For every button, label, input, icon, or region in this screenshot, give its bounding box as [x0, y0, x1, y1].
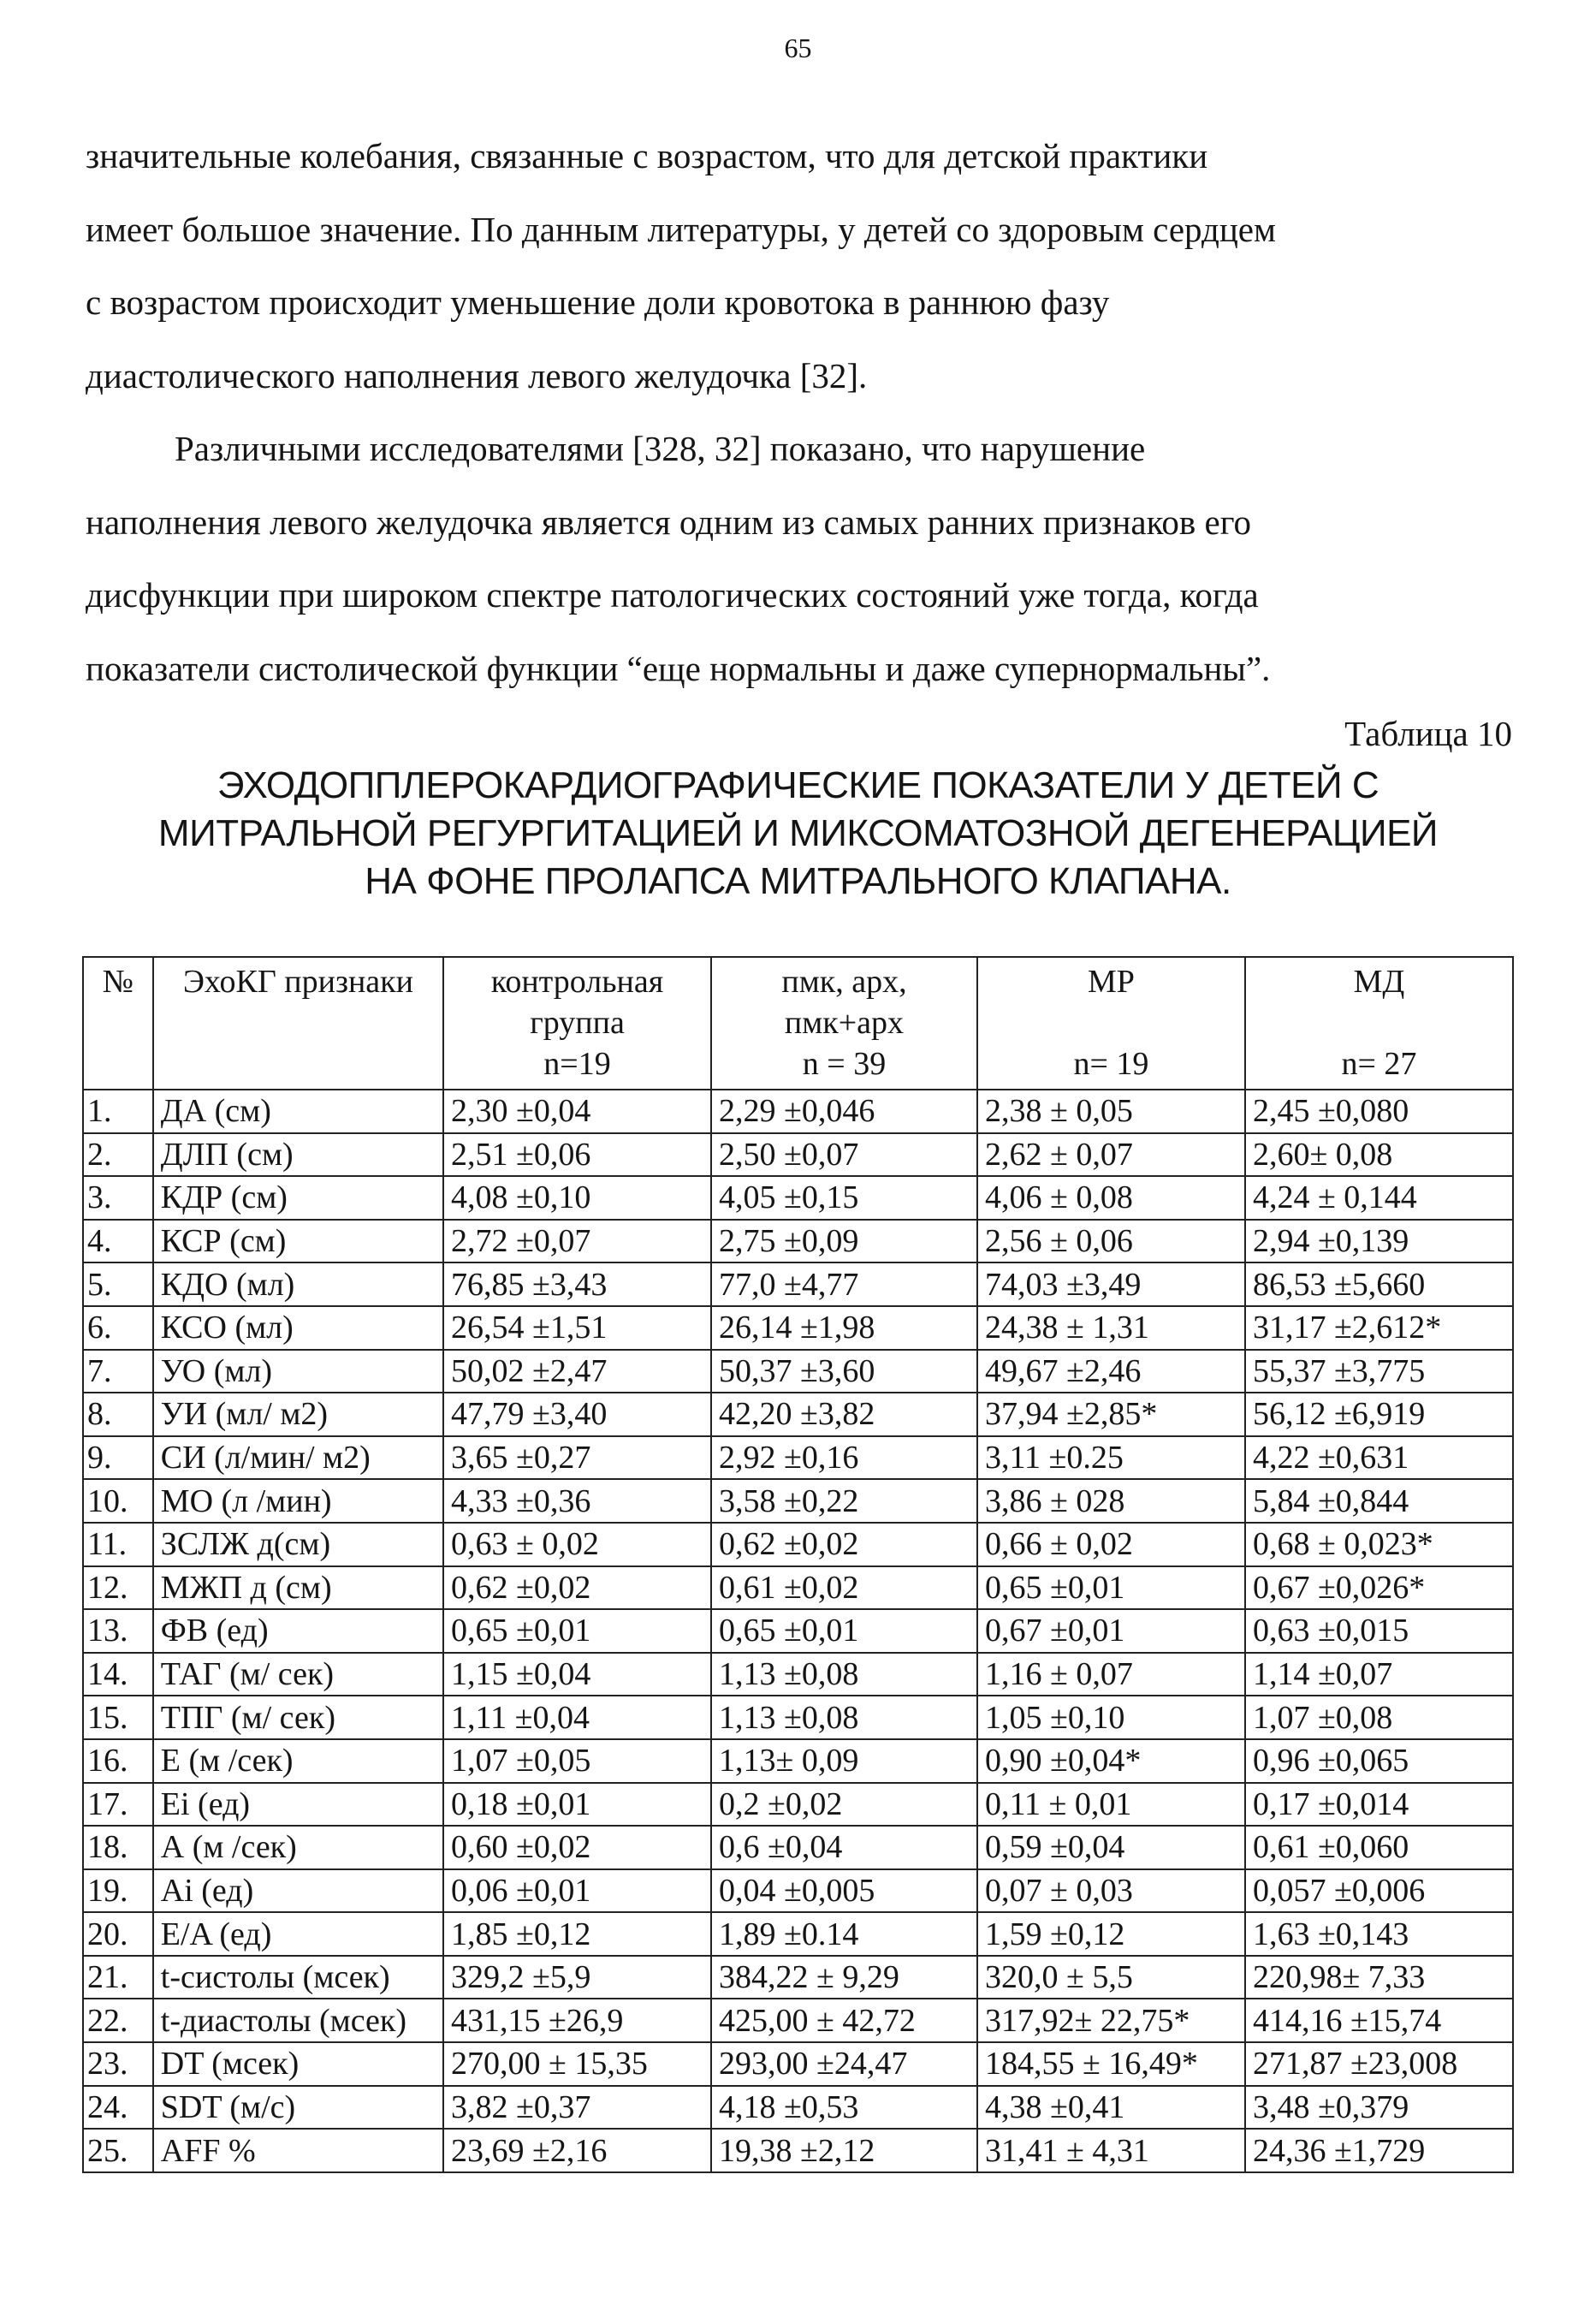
table-label: Таблица 10: [1344, 714, 1512, 753]
md-value-cell: 1,07 ±0,08: [1245, 1696, 1513, 1739]
table-row: [83, 1653, 1513, 1696]
control-value-cell: 431,15 ±26,9: [443, 1999, 711, 2042]
mr-value-cell: 0,07 ± 0,03: [977, 1869, 1245, 1913]
md-value-cell: 0,67 ±0,026*: [1245, 1566, 1513, 1610]
control-value-cell: 0,63 ± 0,02: [443, 1523, 711, 1566]
md-value-cell: 0,057 ±0,006: [1245, 1869, 1513, 1913]
pmk-value-cell: 0,62 ±0,02: [711, 1523, 977, 1566]
table-row: [83, 1436, 1513, 1480]
md-value-cell: 24,36 ±1,729: [1245, 2129, 1513, 2172]
table-row: [83, 2129, 1513, 2172]
mr-value-cell: 31,41 ± 4,31: [977, 2129, 1245, 2172]
header-line: n= 19: [1073, 1046, 1149, 1082]
md-value-cell: 56,12 ±6,919: [1245, 1393, 1513, 1436]
echo-sign-cell: t-систолы (мсек): [153, 1956, 443, 1999]
mr-value-cell: 0,65 ±0,01: [977, 1566, 1245, 1610]
pmk-value-cell: 2,75 ±0,09: [711, 1220, 977, 1263]
mr-value-cell: 184,55 ± 16,49*: [977, 2042, 1245, 2086]
row-number-cell: 2.: [83, 1133, 153, 1177]
row-number-cell: 4.: [83, 1220, 153, 1263]
table-row: [83, 1523, 1513, 1566]
text-line: с возрастом происходит уменьшение доли кровотока в раннюю фазу: [86, 282, 1110, 322]
pmk-value-cell: 1,13± 0,09: [711, 1739, 977, 1783]
md-value-cell: 55,37 ±3,775: [1245, 1350, 1513, 1393]
pmk-value-cell: 50,37 ±3,60: [711, 1350, 977, 1393]
table-row: [83, 1912, 1513, 1956]
table-row: [83, 1956, 1513, 1999]
table-title-line: ЭХОДОППЛЕРОКАРДИОГРАФИЧЕСКИЕ ПОКАЗАТЕЛИ У ДЕТЕЙ С: [217, 764, 1379, 806]
pmk-value-cell: 0,04 ±0,005: [711, 1869, 977, 1913]
control-value-cell: 1,15 ±0,04: [443, 1653, 711, 1696]
row-number-cell: 12.: [83, 1566, 153, 1610]
table-title-line: МИТРАЛЬНОЙ РЕГУРГИТАЦИЕЙ И МИКСОМАТОЗНОЙ ДЕГЕНЕРАЦИЕЙ: [157, 812, 1439, 854]
control-value-cell: 0,18 ±0,01: [443, 1783, 711, 1827]
table-title: [51, 762, 1545, 906]
row-number-cell: 20.: [83, 1912, 153, 1956]
table-row: [83, 1090, 1513, 1133]
md-value-cell: 414,16 ±15,74: [1245, 1999, 1513, 2042]
header-pmk-group: [711, 957, 977, 1090]
table-row: [83, 1696, 1513, 1739]
md-value-cell: 220,98± 7,33: [1245, 1956, 1513, 1999]
table-row: [83, 2086, 1513, 2130]
row-number-cell: 25.: [83, 2129, 153, 2172]
control-value-cell: 1,85 ±0,12: [443, 1912, 711, 1956]
mr-value-cell: 1,05 ±0,10: [977, 1696, 1245, 1739]
echo-sign-cell: СИ (л/мин/ м2): [153, 1436, 443, 1480]
row-number-cell: 1.: [83, 1090, 153, 1133]
md-value-cell: 271,87 ±23,008: [1245, 2042, 1513, 2086]
pmk-value-cell: 2,92 ±0,16: [711, 1436, 977, 1480]
row-number-cell: 5.: [83, 1262, 153, 1306]
echo-sign-cell: ДЛП (см): [153, 1133, 443, 1177]
table-row: [83, 1479, 1513, 1523]
text-line: показатели систолической функции “еще нормальны и даже супернормальны”.: [86, 648, 1271, 688]
mr-value-cell: 3,86 ± 028: [977, 1479, 1245, 1523]
text-line: Различными исследователями [328, 32] показано, что нарушение: [175, 429, 1146, 468]
echo-sign-cell: ДА (см): [153, 1090, 443, 1133]
control-value-cell: 2,30 ±0,04: [443, 1090, 711, 1133]
row-number-cell: 8.: [83, 1393, 153, 1436]
paragraph-2: [86, 413, 1540, 705]
mr-value-cell: 0,90 ±0,04*: [977, 1739, 1245, 1783]
row-number-cell: 16.: [83, 1739, 153, 1783]
control-value-cell: 0,60 ±0,02: [443, 1826, 711, 1869]
header-line: пмк+арх: [784, 1005, 905, 1041]
mr-value-cell: 24,38 ± 1,31: [977, 1306, 1245, 1350]
header-line: пмк, арх,: [781, 964, 907, 1000]
pmk-value-cell: 4,18 ±0,53: [711, 2086, 977, 2130]
pmk-value-cell: 293,00 ±24,47: [711, 2042, 977, 2086]
header-line: [985, 1002, 1237, 1043]
row-number-cell: 21.: [83, 1956, 153, 1999]
pmk-value-cell: 4,05 ±0,15: [711, 1176, 977, 1220]
mr-value-cell: 1,59 ±0,12: [977, 1912, 1245, 1956]
text-line: наполнения левого желудочка является одним из самых ранних признаков его: [86, 502, 1252, 542]
md-value-cell: 86,53 ±5,660: [1245, 1262, 1513, 1306]
row-number-cell: 11.: [83, 1523, 153, 1566]
mr-value-cell: 4,38 ±0,41: [977, 2086, 1245, 2130]
row-number-cell: 17.: [83, 1783, 153, 1827]
pmk-value-cell: 19,38 ±2,12: [711, 2129, 977, 2172]
header-line: n=19: [543, 1046, 611, 1082]
control-value-cell: 3,82 ±0,37: [443, 2086, 711, 2130]
echo-sign-cell: УО (мл): [153, 1350, 443, 1393]
header-control-group: [443, 957, 711, 1090]
control-value-cell: 0,65 ±0,01: [443, 1609, 711, 1653]
table-title-line: НА ФОНЕ ПРОЛАПСА МИТРАЛЬНОГО КЛАПАНА.: [365, 860, 1231, 902]
control-value-cell: 270,00 ± 15,35: [443, 2042, 711, 2086]
table-body: [83, 1090, 1513, 2172]
pmk-value-cell: 0,6 ±0,04: [711, 1826, 977, 1869]
table-row: [83, 1176, 1513, 1220]
echo-sign-cell: Ei (ед): [153, 1783, 443, 1827]
echo-sign-cell: ЗСЛЖ д(см): [153, 1523, 443, 1566]
body-text: [86, 120, 1540, 705]
md-value-cell: 0,96 ±0,065: [1245, 1739, 1513, 1783]
header-echo-sign: ЭхоКГ признаки: [153, 957, 443, 1090]
table-row: [83, 1350, 1513, 1393]
echo-sign-cell: МЖП д (см): [153, 1566, 443, 1610]
pmk-value-cell: 2,50 ±0,07: [711, 1133, 977, 1177]
mr-value-cell: 2,62 ± 0,07: [977, 1133, 1245, 1177]
echo-sign-cell: E/A (ед): [153, 1912, 443, 1956]
row-number-cell: 22.: [83, 1999, 153, 2042]
header-line: n = 39: [802, 1046, 887, 1082]
control-value-cell: 50,02 ±2,47: [443, 1350, 711, 1393]
row-number-cell: 18.: [83, 1826, 153, 1869]
md-value-cell: 4,24 ± 0,144: [1245, 1176, 1513, 1220]
pmk-value-cell: 425,00 ± 42,72: [711, 1999, 977, 2042]
pmk-value-cell: 0,61 ±0,02: [711, 1566, 977, 1610]
row-number-cell: 19.: [83, 1869, 153, 1913]
mr-value-cell: 2,38 ± 0,05: [977, 1090, 1245, 1133]
control-value-cell: 23,69 ±2,16: [443, 2129, 711, 2172]
row-number-cell: 9.: [83, 1436, 153, 1480]
row-number-cell: 10.: [83, 1479, 153, 1523]
mr-value-cell: 0,11 ± 0,01: [977, 1783, 1245, 1827]
md-value-cell: 1,14 ±0,07: [1245, 1653, 1513, 1696]
md-value-cell: 2,45 ±0,080: [1245, 1090, 1513, 1133]
page-number: 65: [784, 33, 812, 63]
row-number-cell: 3.: [83, 1176, 153, 1220]
paragraph-1: [86, 120, 1540, 413]
md-value-cell: 4,22 ±0,631: [1245, 1436, 1513, 1480]
table-row: [83, 1826, 1513, 1869]
mr-value-cell: 1,16 ± 0,07: [977, 1653, 1245, 1696]
echo-sign-cell: А (м /сек): [153, 1826, 443, 1869]
row-number-cell: 15.: [83, 1696, 153, 1739]
text-line: значительные колебания, связанные с возрастом, что для детской практики: [86, 136, 1208, 175]
md-value-cell: 3,48 ±0,379: [1245, 2086, 1513, 2130]
header-number: №: [83, 957, 153, 1090]
mr-value-cell: 0,59 ±0,04: [977, 1826, 1245, 1869]
header-line: МР: [1088, 964, 1135, 1000]
md-value-cell: 31,17 ±2,612*: [1245, 1306, 1513, 1350]
pmk-value-cell: 3,58 ±0,22: [711, 1479, 977, 1523]
row-number-cell: 23.: [83, 2042, 153, 2086]
control-value-cell: 4,33 ±0,36: [443, 1479, 711, 1523]
echo-sign-cell: ТПГ (м/ сек): [153, 1696, 443, 1739]
header-mr-group: [977, 957, 1245, 1090]
header-line: [1253, 1002, 1505, 1043]
table-row: [83, 1393, 1513, 1436]
control-value-cell: 4,08 ±0,10: [443, 1176, 711, 1220]
pmk-value-cell: 26,14 ±1,98: [711, 1306, 977, 1350]
pmk-value-cell: 0,65 ±0,01: [711, 1609, 977, 1653]
control-value-cell: 3,65 ±0,27: [443, 1436, 711, 1480]
echo-sign-cell: КДО (мл): [153, 1262, 443, 1306]
mr-value-cell: 2,56 ± 0,06: [977, 1220, 1245, 1263]
echo-sign-cell: SDT (м/с): [153, 2086, 443, 2130]
header-line: n= 27: [1341, 1046, 1417, 1082]
mr-value-cell: 3,11 ±0.25: [977, 1436, 1245, 1480]
echo-sign-cell: ТАГ (м/ сек): [153, 1653, 443, 1696]
table-row: [83, 1609, 1513, 1653]
mr-value-cell: 320,0 ± 5,5: [977, 1956, 1245, 1999]
md-value-cell: 2,94 ±0,139: [1245, 1220, 1513, 1263]
control-value-cell: 0,62 ±0,02: [443, 1566, 711, 1610]
mr-value-cell: 37,94 ±2,85*: [977, 1393, 1245, 1436]
control-value-cell: 2,72 ±0,07: [443, 1220, 711, 1263]
pmk-value-cell: 42,20 ±3,82: [711, 1393, 977, 1436]
row-number-cell: 14.: [83, 1653, 153, 1696]
echo-sign-cell: AFF %: [153, 2129, 443, 2172]
md-value-cell: 0,61 ±0,060: [1245, 1826, 1513, 1869]
pmk-value-cell: 2,29 ±0,046: [711, 1090, 977, 1133]
mr-value-cell: 317,92± 22,75*: [977, 1999, 1245, 2042]
pmk-value-cell: 1,13 ±0,08: [711, 1696, 977, 1739]
table-row: [83, 1306, 1513, 1350]
table-row: [83, 1133, 1513, 1177]
control-value-cell: 1,07 ±0,05: [443, 1739, 711, 1783]
md-value-cell: 0,68 ± 0,023*: [1245, 1523, 1513, 1566]
pmk-value-cell: 1,89 ±0.14: [711, 1912, 977, 1956]
table-row: [83, 1869, 1513, 1913]
echo-sign-cell: Ai (ед): [153, 1869, 443, 1913]
mr-value-cell: 4,06 ± 0,08: [977, 1176, 1245, 1220]
echo-sign-cell: DT (мсек): [153, 2042, 443, 2086]
control-value-cell: 47,79 ±3,40: [443, 1393, 711, 1436]
table-row: [83, 1566, 1513, 1610]
header-line: контрольная: [490, 964, 664, 1000]
echo-sign-cell: КСО (мл): [153, 1306, 443, 1350]
control-value-cell: 26,54 ±1,51: [443, 1306, 711, 1350]
echo-indicators-table: [82, 956, 1514, 2173]
echo-sign-cell: УИ (мл/ м2): [153, 1393, 443, 1436]
mr-value-cell: 0,66 ± 0,02: [977, 1523, 1245, 1566]
row-number-cell: 24.: [83, 2086, 153, 2130]
table-header-row: [83, 957, 1513, 1090]
md-value-cell: 2,60± 0,08: [1245, 1133, 1513, 1177]
echo-sign-cell: КДР (см): [153, 1176, 443, 1220]
echo-sign-cell: Е (м /сек): [153, 1739, 443, 1783]
mr-value-cell: 49,67 ±2,46: [977, 1350, 1245, 1393]
text-line: дисфункции при широком спектре патологических состояний уже тогда, когда: [86, 575, 1259, 615]
text-line: имеет большое значение. По данным литературы, у детей со здоровым сердцем: [86, 209, 1276, 249]
row-number-cell: 13.: [83, 1609, 153, 1653]
row-number-cell: 6.: [83, 1306, 153, 1350]
text-line: диастолического наполнения левого желудочка [32].: [86, 355, 868, 395]
control-value-cell: 2,51 ±0,06: [443, 1133, 711, 1177]
md-value-cell: 0,17 ±0,014: [1245, 1783, 1513, 1827]
echo-sign-cell: t-диастолы (мсек): [153, 1999, 443, 2042]
table-row: [83, 1783, 1513, 1827]
pmk-value-cell: 1,13 ±0,08: [711, 1653, 977, 1696]
row-number-cell: 7.: [83, 1350, 153, 1393]
control-value-cell: 1,11 ±0,04: [443, 1696, 711, 1739]
header-line: МД: [1353, 964, 1405, 1000]
md-value-cell: 0,63 ±0,015: [1245, 1609, 1513, 1653]
pmk-value-cell: 0,2 ±0,02: [711, 1783, 977, 1827]
table-row: [83, 1262, 1513, 1306]
table-row: [83, 1999, 1513, 2042]
pmk-value-cell: 77,0 ±4,77: [711, 1262, 977, 1306]
mr-value-cell: 0,67 ±0,01: [977, 1609, 1245, 1653]
control-value-cell: 329,2 ±5,9: [443, 1956, 711, 1999]
pmk-value-cell: 384,22 ± 9,29: [711, 1956, 977, 1999]
header-md-group: [1245, 957, 1513, 1090]
echo-sign-cell: КСР (см): [153, 1220, 443, 1263]
table-row: [83, 1739, 1513, 1783]
table-row: [83, 2042, 1513, 2086]
md-value-cell: 1,63 ±0,143: [1245, 1912, 1513, 1956]
echo-sign-cell: МО (л /мин): [153, 1479, 443, 1523]
table-row: [83, 1220, 1513, 1263]
header-line: группа: [530, 1005, 625, 1041]
control-value-cell: 0,06 ±0,01: [443, 1869, 711, 1913]
echo-sign-cell: ФВ (ед): [153, 1609, 443, 1653]
mr-value-cell: 74,03 ±3,49: [977, 1262, 1245, 1306]
control-value-cell: 76,85 ±3,43: [443, 1262, 711, 1306]
md-value-cell: 5,84 ±0,844: [1245, 1479, 1513, 1523]
